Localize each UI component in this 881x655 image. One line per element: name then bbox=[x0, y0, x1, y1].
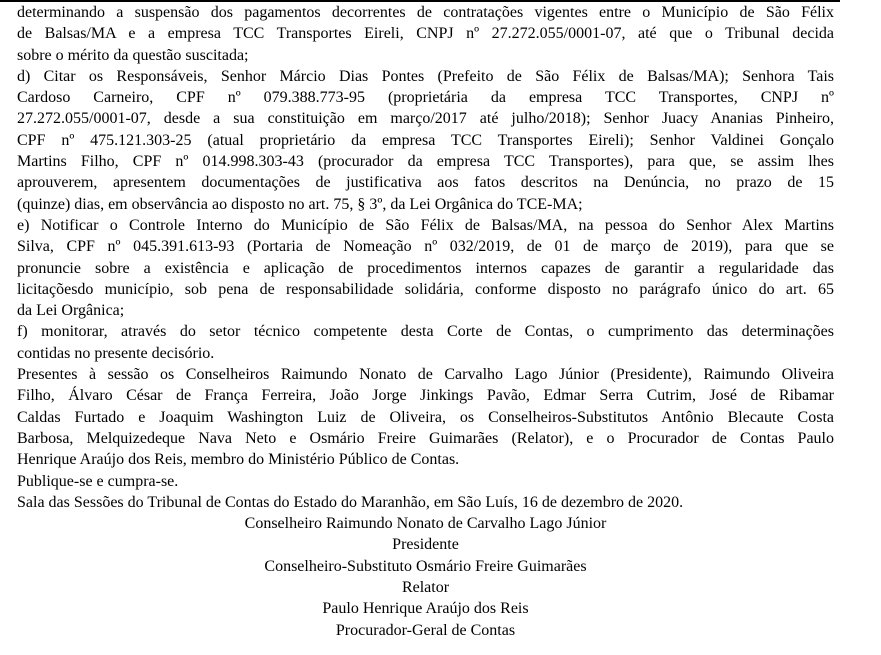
text-line: Henrique Araújo dos Reis, membro do Ministério Público de Contas. bbox=[17, 451, 460, 469]
text-line: e) Notificar o Controle Interno do Município de São Félix de Balsas/MA, na pessoa do Senhor Alex Martins bbox=[17, 216, 834, 234]
text-line: Caldas Furtado e Joaquim Washington Luiz de Oliveira, os Conselheiros-Substitutos Antônio Blecaute Costa bbox=[17, 408, 834, 426]
text-line: da Lei Orgânica; bbox=[17, 302, 125, 320]
text-line: Cardoso Carneiro, CPF nº 079.388.773-95 (proprietária da empresa TCC Transportes, CNPJ nº bbox=[17, 89, 834, 107]
text-line: determinando a suspensão dos pagamentos decorrentes de contratações vigentes entre o Município de São Félix bbox=[17, 4, 834, 21]
text-line: de Balsas/MA e a empresa TCC Transportes Eireli, CNPJ nº 27.272.055/0001-07, até que o Tribunal decida bbox=[17, 25, 834, 43]
text-line: d) Citar os Responsáveis, Senhor Márcio Dias Pontes (Prefeito de São Félix de Balsas/MA); Senhora Tais bbox=[17, 67, 834, 85]
signatory-name: Conselheiro-Substituto Osmário Freire Guimarães bbox=[264, 557, 587, 575]
paragraph-f bbox=[17, 321, 834, 364]
signatory-role: Procurador-Geral de Contas bbox=[335, 621, 516, 639]
publish-line: Publique-se e cumpra-se. bbox=[17, 472, 179, 490]
text-line: f) monitorar, através do setor técnico competente desta Corte de Contas, o cumprimento das determinações bbox=[17, 323, 834, 341]
text-line: (quinze) dias, em observância ao disposto no art. 75, § 3º, da Lei Orgânica do TCE-MA; bbox=[17, 195, 583, 213]
text-line: Silva, CPF nº 045.391.613-93 (Portaria de Nomeação nº 032/2019, de 01 de março de 2019), para que se bbox=[17, 238, 834, 256]
paragraph-d bbox=[17, 66, 834, 215]
text-line: aprouverem, apresentem documentações de justificativa aos fatos descritos na Denúncia, no prazo de 15 bbox=[17, 174, 834, 192]
signature-block bbox=[17, 513, 834, 641]
paragraph-e bbox=[17, 215, 834, 321]
text-line: Martins Filho, CPF nº 014.998.303-43 (procurador da empresa TCC Transportes), para que, se assim lhes bbox=[17, 153, 834, 171]
signatory-name: Conselheiro Raimundo Nonato de Carvalho Lago Júnior bbox=[244, 515, 607, 533]
text-line: Filho, Álvaro César de França Ferreira, João Jorge Jinkings Pavão, Edmar Serra Cutrim, José de Ribamar bbox=[17, 387, 834, 405]
text-line: Barbosa, Melquizedeque Nava Neto e Osmário Freire Guimarães (Relator), e o Procurador de Contas Paulo bbox=[17, 429, 834, 447]
paragraph-attendees bbox=[17, 364, 834, 470]
text-line: licitaçõesdo município, sob pena de responsabilidade solidária, conforme disposto no parágrafo único do art. 65 bbox=[17, 280, 834, 298]
signatory-role: Relator bbox=[401, 579, 450, 597]
text-line: Presentes à sessão os Conselheiros Raimundo Nonato de Carvalho Lago Júnior (Presidente), Raimundo Oliveira bbox=[17, 366, 834, 384]
signatory-role: Presidente bbox=[392, 536, 459, 554]
document-body bbox=[17, 2, 834, 641]
text-line: pronuncie sobre a existência e aplicação de procedimentos internos capazes de garantir a regularidade das bbox=[17, 259, 834, 277]
text-line: 27.272.055/0001-07, desde a sua constituição em março/2017 até julho/2018); Senhor Juacy Ananias Pinheiro, bbox=[17, 110, 834, 128]
signatory-name: Paulo Henrique Araújo dos Reis bbox=[322, 600, 529, 618]
text-line: sobre o mérito da questão suscitada; bbox=[17, 46, 249, 64]
text-line: CPF nº 475.121.303-25 (atual proprietário da empresa TCC Transportes Eireli); Senhor Valdinei Gonçalo bbox=[17, 131, 834, 149]
paragraph-c-continuation bbox=[17, 2, 834, 66]
text-line: contidas no presente decisório. bbox=[17, 344, 215, 362]
session-place-date: Sala das Sessões do Tribunal de Contas do Estado do Maranhão, em São Luís, 16 de dezembro de 2020. bbox=[17, 493, 684, 511]
